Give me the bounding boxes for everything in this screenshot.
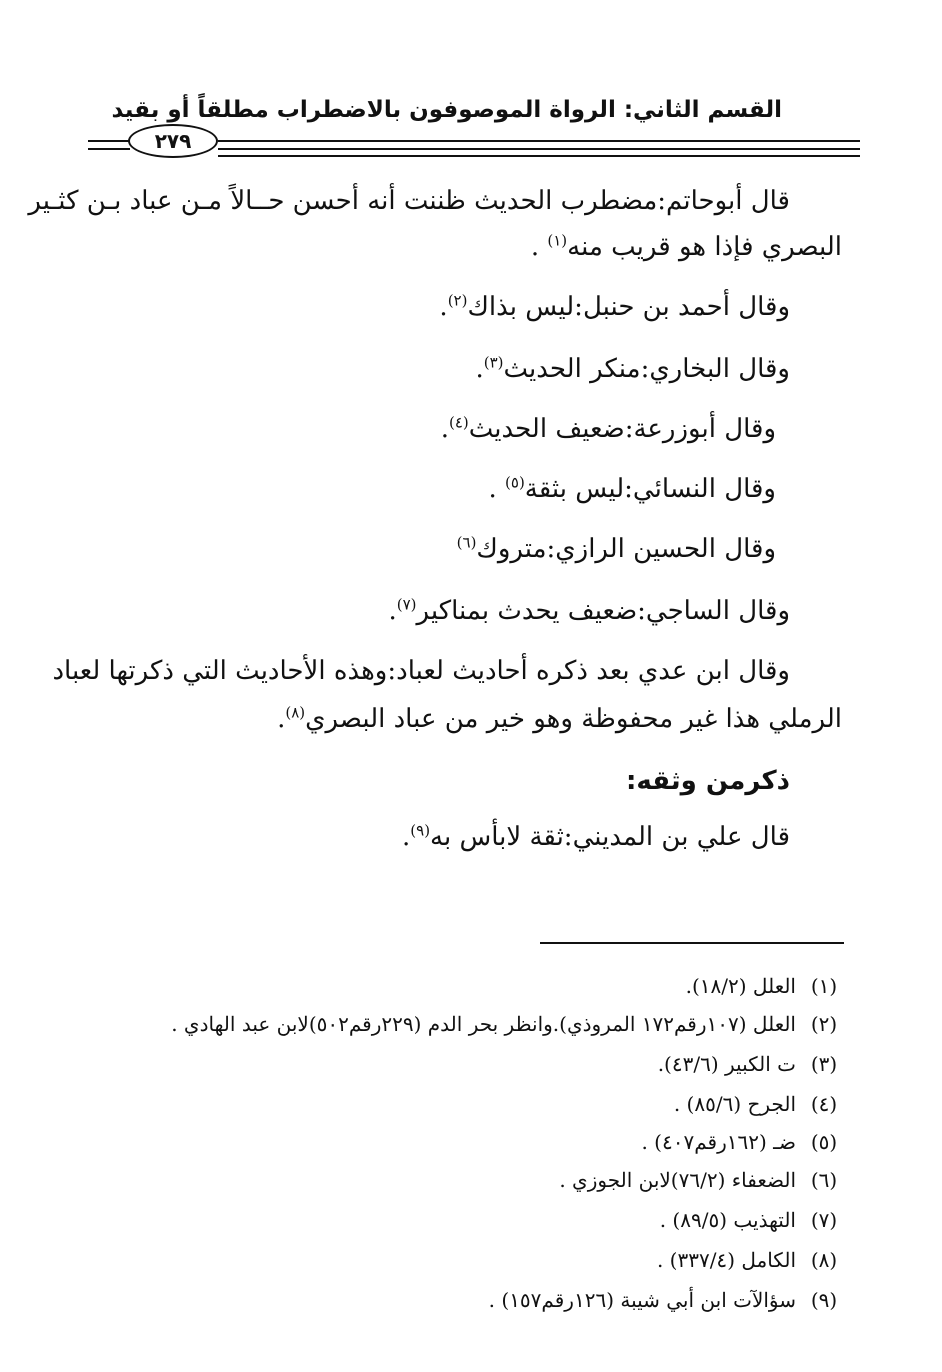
footnote-text: ضـ (١٦٢رقم٤٠٧) . bbox=[641, 1130, 796, 1154]
end-dot: . bbox=[277, 704, 286, 734]
footnote-text: ت الكبير (٤٣/٦). bbox=[657, 1052, 796, 1076]
footnote-2 bbox=[171, 1010, 838, 1038]
footnote-ref-3[interactable]: (٣) bbox=[483, 353, 504, 372]
end-dot: . bbox=[475, 354, 484, 384]
body-line-8-text: وقال الساجي:ضعيف يحدث بمناكير bbox=[416, 596, 790, 626]
body-line-10-text: الرملي هذا غير محفوظة وهو خير من عباد البصري bbox=[305, 704, 842, 734]
footnote-ref-6[interactable]: (٦) bbox=[456, 533, 477, 552]
footnote-9 bbox=[489, 1286, 838, 1314]
body-line-6 bbox=[488, 472, 776, 506]
footnote-ref-2[interactable]: (٢) bbox=[447, 291, 468, 310]
footnote-number: (٩) bbox=[810, 1288, 838, 1312]
footnote-number: (٧) bbox=[810, 1208, 838, 1232]
footnote-3 bbox=[658, 1050, 838, 1078]
body-line-1-text: قال أبوحاتم:مضطرب الحديث ظننت أنه أحسن حــالاً مـن عباد بـن كثـير bbox=[28, 186, 790, 216]
footnote-number: (٤) bbox=[810, 1092, 838, 1116]
footnote-ref-8[interactable]: (٨) bbox=[285, 703, 306, 722]
body-line-6-text: وقال النسائي:ليس بثقة bbox=[524, 474, 776, 504]
end-dot: . bbox=[402, 822, 411, 852]
header-rule-bottom bbox=[218, 155, 860, 157]
footnote-separator bbox=[540, 942, 844, 944]
footnote-number: (٥) bbox=[810, 1130, 838, 1154]
footnote-number: (٣) bbox=[810, 1052, 838, 1076]
footnote-text: العلل (١٠٧رقم١٧٢ المروذي).وانظر بحر الدم (٢٢٩رقم٥٠٢)لابن عبد الهادي . bbox=[171, 1012, 796, 1036]
footnote-ref-9[interactable]: (٩) bbox=[410, 821, 431, 840]
body-line-2 bbox=[531, 230, 842, 264]
body-line-4-text: وقال البخاري:منكر الحديث bbox=[503, 354, 790, 384]
page-number: ٢٧٩ bbox=[128, 124, 218, 158]
footnote-ref-5[interactable]: (٥) bbox=[505, 473, 525, 492]
header-rule-mid bbox=[218, 148, 860, 150]
body-line-11-text: قال علي بن المديني:ثقة لابأس به bbox=[430, 822, 790, 852]
footnote-1 bbox=[686, 972, 838, 1000]
body-line-9 bbox=[52, 654, 790, 688]
footnote-ref-7[interactable]: (٧) bbox=[396, 595, 417, 614]
body-line-3-text: وقال أحمد بن حنبل:ليس بذاك bbox=[467, 292, 790, 322]
body-line-9-text: وقال ابن عدي بعد ذكره أحاديث لعباد:وهذه الأحاديث التي ذكرتها لعباد bbox=[52, 656, 790, 686]
body-line-4 bbox=[475, 352, 790, 386]
footnote-text: الجرح (٨٥/٦) . bbox=[673, 1092, 796, 1116]
footnote-ref-1[interactable]: (١) bbox=[547, 231, 568, 250]
end-dot: . bbox=[388, 596, 397, 626]
footnote-number: (٦) bbox=[810, 1168, 838, 1192]
body-line-1 bbox=[28, 184, 790, 218]
footnote-number: (٨) bbox=[810, 1248, 838, 1272]
body-line-7-text: وقال الحسين الرازي:متروك bbox=[476, 534, 776, 564]
body-line-10 bbox=[277, 702, 842, 736]
end-dot: . bbox=[488, 474, 497, 504]
end-dot: . bbox=[439, 292, 448, 322]
header-rule-left-bottom bbox=[88, 148, 130, 150]
footnote-text: الضعفاء (٧٦/٢)لابن الجوزي . bbox=[559, 1168, 796, 1192]
footnote-8 bbox=[657, 1246, 838, 1274]
body-line-5 bbox=[441, 412, 776, 446]
header-rule-top bbox=[218, 140, 860, 142]
end-dot: . bbox=[530, 232, 540, 262]
body-line-11 bbox=[402, 820, 790, 854]
section-heading: ذكرمن وثقه: bbox=[626, 766, 790, 796]
body-line-3 bbox=[439, 290, 790, 324]
footnote-number: (١) bbox=[810, 974, 838, 998]
body-line-7 bbox=[457, 532, 776, 566]
footnote-text: التهذيب (٨٩/٥) . bbox=[659, 1208, 796, 1232]
header-rule-left-top bbox=[88, 140, 130, 142]
footnote-number: (٢) bbox=[810, 1012, 838, 1036]
footnote-4 bbox=[674, 1090, 838, 1118]
footnote-6 bbox=[559, 1166, 838, 1194]
body-line-5-text: وقال أبوزرعة:ضعيف الحديث bbox=[468, 414, 776, 444]
footnote-text: العلل (١٨/٢). bbox=[685, 974, 796, 998]
footnote-text: سؤالآت ابن أبي شيبة (١٢٦رقم١٥٧) . bbox=[488, 1288, 796, 1312]
footnote-7 bbox=[660, 1206, 838, 1234]
footnote-ref-4[interactable]: (٤) bbox=[448, 413, 469, 432]
footnote-5 bbox=[641, 1128, 838, 1156]
body-line-2-text: البصري فإذا هو قريب منه bbox=[567, 232, 842, 262]
body-line-8 bbox=[388, 594, 790, 628]
end-dot: . bbox=[440, 414, 449, 444]
running-title: القسم الثاني: الرواة الموصوفون بالاضطراب مطلقاً أو بقيد bbox=[111, 97, 782, 123]
footnote-text: الكامل (٣٣٧/٤) . bbox=[656, 1248, 796, 1272]
